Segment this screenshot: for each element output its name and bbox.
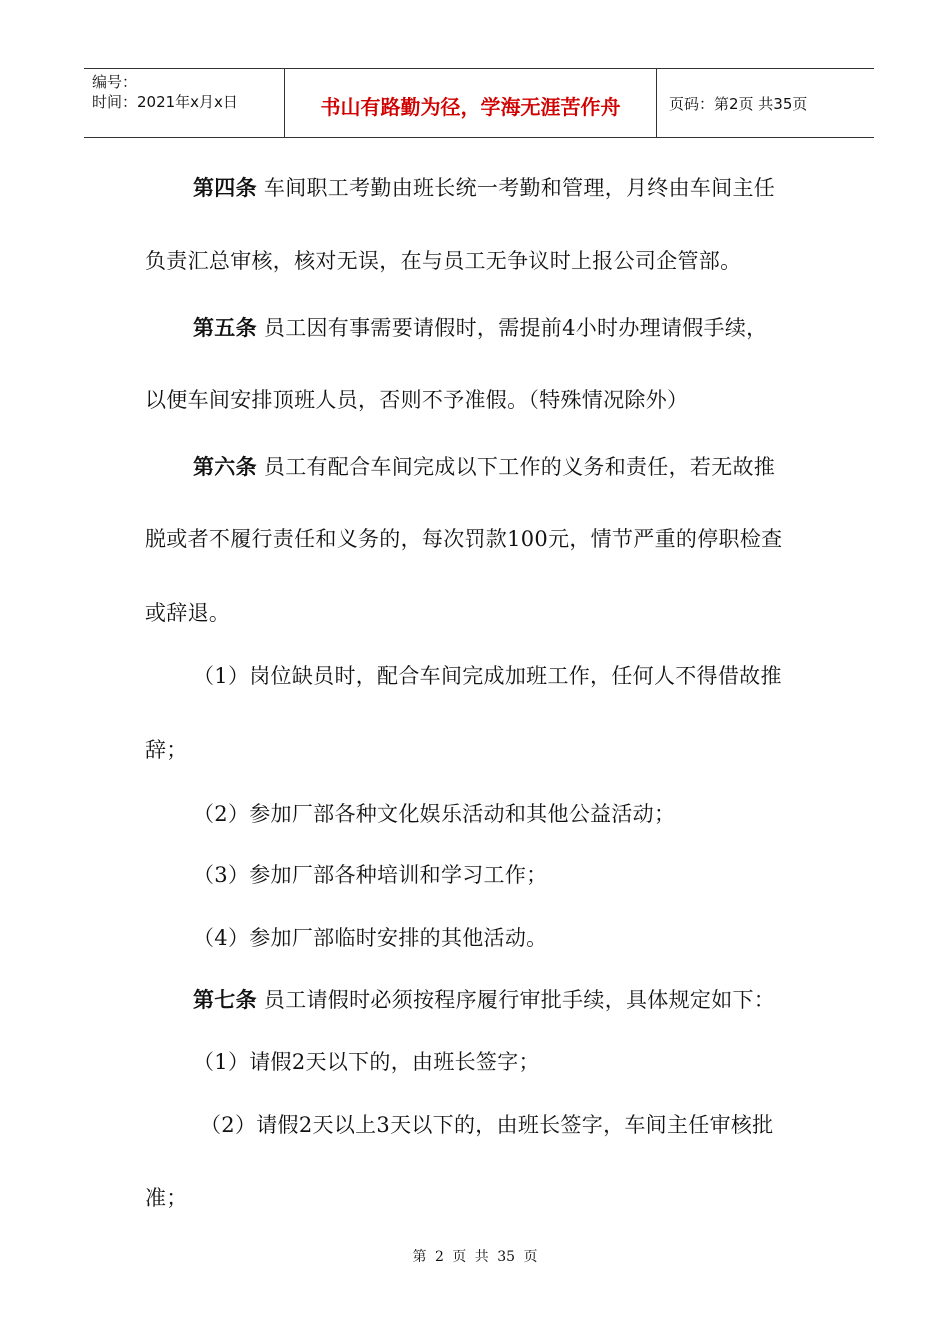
article-7-text-1: 员工请假时必须按程序履行审批手续，具体规定如下： — [263, 988, 776, 1012]
article-5-text-1: 员工因有事需要请假时，需提前4小时办理请假手续， — [263, 316, 768, 340]
number-label: 编号： — [92, 73, 138, 91]
article-6-item-1-line-1: （1）岗位缺员时，配合车间完成加班工作，任何人不得借故推 — [193, 664, 782, 688]
article-6-item-2: （2）参加厂部各种文化娱乐活动和其他公益活动； — [193, 802, 676, 826]
article-5-line-2: 以便车间安排顶班人员，否则不予准假。（特殊情况除外） — [145, 388, 689, 412]
page-code: 页码：第2页 共35页 — [669, 95, 808, 113]
article-5-label: 第五条 — [193, 315, 257, 340]
page-header — [84, 68, 874, 138]
article-4-line-2: 负责汇总审核，核对无误，在与员工无争议时上报公司企管部。 — [145, 249, 742, 273]
article-6-line-1 — [193, 451, 775, 481]
header-pagecode-cell — [657, 69, 874, 137]
article-4-text-1: 车间职工考勤由班长统一考勤和管理，月终由车间主任 — [263, 176, 776, 200]
header-meta-cell — [84, 69, 285, 137]
article-6-item-1-line-2: 辞； — [145, 738, 188, 762]
article-6-text-1: 员工有配合车间完成以下工作的义务和责任，若无故推 — [263, 455, 776, 479]
date-label: 时间：2021年x月x日 — [92, 93, 238, 111]
page-footer: 第 2 页 共 35 页 — [412, 1249, 538, 1265]
article-6-line-3: 或辞退。 — [145, 601, 231, 625]
article-6-line-2: 脱或者不履行责任和义务的，每次罚款100元，情节严重的停职检查 — [145, 527, 783, 551]
article-7-item-1: （1）请假2天以下的，由班长签字； — [193, 1050, 540, 1074]
article-6-item-3: （3）参加厂部各种培训和学习工作； — [193, 863, 548, 887]
article-6-item-4: （4）参加厂部临时安排的其他活动。 — [193, 926, 548, 950]
article-6-label: 第六条 — [193, 454, 257, 479]
article-4-line-1 — [193, 172, 775, 202]
article-4-label: 第四条 — [193, 175, 257, 200]
article-5-line-1 — [193, 312, 767, 342]
article-7-item-2-line-1: （2）请假2天以上3天以下的，由班长签字，车间主任审核批 — [200, 1113, 774, 1137]
article-7-label: 第七条 — [193, 987, 257, 1012]
header-motto-cell — [285, 69, 657, 137]
article-7-line-1 — [193, 984, 775, 1014]
motto: 书山有路勤为径，学海无涯苦作舟 — [320, 95, 621, 119]
article-7-item-2-line-2: 准； — [145, 1186, 188, 1210]
